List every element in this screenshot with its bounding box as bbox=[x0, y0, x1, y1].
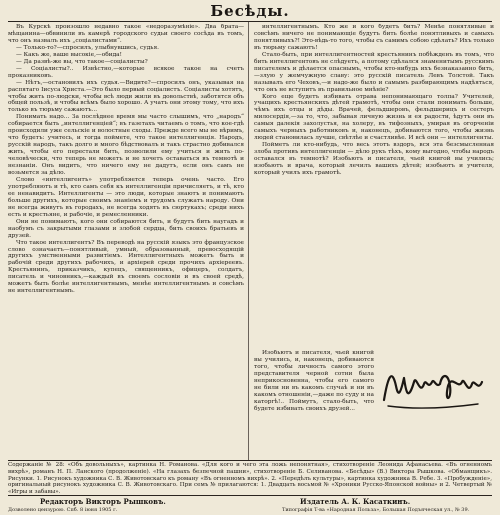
editor-credit: Редакторъ Викторъ Рышковъ. bbox=[40, 497, 166, 506]
paragraph: Они не понимаютъ, кого они собираются бить, и будутъ бить наугадъ и наобумъ съ закрытыми глазами и злобой сердца, бить своихъ братьевъ и друзей. bbox=[8, 218, 244, 239]
paragraph: — Да развѣ-же вы, что такое—соціалисты? bbox=[16, 58, 148, 65]
paragraph: Кого еще будетъ избивать отрава непонимающаго толпа? Учителей, учащихъ крестьянскихъ дѣтей грамотѣ, чтобы они стали понимать больше, чѣмъ ихъ отцы и дѣды. Врачей, фельдшеровъ, фельдшерицъ и сестеръ милосердія,—за то, что, забывая личную жизнь и ея радости, ѣдутъ они въ самыя далекія захолустья, на холеру, въ тифозныхъ, умирая въ огорченіи самыхъ черныхъ работниковъ и, наконецъ, добиваются того, чтобы жизнь людей становилась лучше, свѣтлѣе и счастливѣе. И всѣ они — интеллигенты. bbox=[254, 93, 494, 142]
paragraph: Что такое интеллигентъ? Въ переводѣ на русскій языкъ это французское слово означаетъ—понятливый, умный, образованный, превосходящій другихъ умственными развитіемъ. Интеллигентныхъ можетъ быть и рабочій среди другихъ рабочихъ, и архіерей среди прочихъ архіереевъ. Крестьянинъ, приказчикъ, купецъ, священникъ, офицеръ, солдатъ, писатель и чиновникъ,—каждый въ своемъ сословіи и въ своей средѣ, можетъ быть болѣе интеллигентнымъ, менѣе интеллигентнымъ и совсѣмъ не интеллигентнымъ. bbox=[8, 239, 244, 295]
author-signature bbox=[378, 356, 492, 416]
right-column bbox=[254, 24, 494, 350]
paragraph: — Нѣтъ,—остановилъ ихъ судья.—Видите?—спросилъ онъ, указывая на распятаго Іисуса Христа.—Это было первый соціалистъ. Соціалисты хотятъ, чтобы жить по-людски, чтобы всѣ люди жили въ довольствѣ, заботятся объ общей пользѣ, и чтобы всѣмъ было хорошо. А учатъ они этому тому, что ихъ только въ тюрьму сажаютъ... bbox=[8, 79, 244, 114]
paragraph: Изобьютъ и писателя, чьей книгой вы учились, и, наконецъ, добиваются того, чтобы личность самого этого представителя черной сотни была неприкосновенна, чтобы его самого не били ни въ какомъ случаѣ и ни въ какомъ отношеніи,—даже по суду и на каторгѣ!.. Поймутъ, стало-быть, что будете избивать своихъ друзей... bbox=[254, 350, 374, 412]
left-column bbox=[8, 24, 244, 494]
right-column-ending bbox=[254, 350, 374, 463]
paragraph: — Соціалисты?.. Извѣстно,—которые всякое такое на счетъ проказниковъ. bbox=[8, 65, 244, 79]
printer-note: Типографія Т-ва «Народная Польза», Большая Подъяческая ул., № 39. bbox=[282, 507, 470, 513]
title-rule bbox=[8, 21, 492, 22]
paragraph: — Только-то?—спросилъ, улыбнувшись, судья. bbox=[16, 44, 159, 51]
paragraph: Понимать надо... За послѣднее время мы часто слышимъ, что „народъ“ собирается быть „интеллигенціей“; въ газетахъ читаемъ о томъ, что кое-гдѣ происходили уже сельскіе и волостные сходы. Прежде всего мы не вѣримъ, что будетъ: учитесь, и тогда поймете, что такое интеллигенція. Народъ, русскій народъ, такъ долго и много бѣдствовалъ и такъ страстно добивался жить, чтобы его перестали бить, позволили ему учиться и жить по-человѣчески, что теперь не можетъ и не хочетъ оставаться въ темнотѣ и незнаніи. Онъ видитъ, что ничего ему не дадутъ, если онъ самъ не возьмется за дѣло. bbox=[8, 114, 244, 177]
paragraph: Пойметъ ли кто-нибудь, что весь этотъ вздоръ, вся эта безсмысленная злоба противъ интеллигенціи — дѣло рукъ тѣхъ, кому выгодно, чтобы народъ оставался въ темнотѣ? Изобьютъ и писателя, чьей книгой вы учились; изобьютъ и врача, который лечилъ вашихъ дѣтей; изобьютъ и учителя, который училъ ихъ грамотѣ. bbox=[254, 142, 494, 177]
contents-rule-bottom bbox=[8, 495, 492, 496]
issue-contents bbox=[8, 462, 492, 496]
page-title: Бесѣды. bbox=[210, 2, 290, 20]
publisher-credit: Издатель А. К. Касаткинъ. bbox=[300, 497, 411, 506]
column-divider bbox=[248, 22, 249, 460]
paragraph: — Какъ же, ваше высокіе,—обида! bbox=[16, 51, 122, 58]
paragraph: интеллигентнымъ. Кто же и кого будетъ бить? Менѣе понятливые и совсѣмъ ничего не понимающіе будутъ бить болѣе понятливыхъ и самыхъ понятливыхъ?! Это-вѣдь-то того, чтобы съ самимъ собою сдѣлать? Ихъ только въ тюрьму сажаютъ! bbox=[254, 24, 494, 51]
paragraph: Слово «интеллигентъ» употребляется теперь очень часто. Его употребляютъ и тѣ, кто самъ себя къ интеллигенціи причисляетъ, и тѣ, кто ее ненавидитъ. Интеллигенты — это люди, которые знаютъ и понимаютъ больше другихъ, которые своимъ знаніемъ и трудомъ служатъ народу. Они не всегда живутъ въ городахъ, не всегда ходятъ въ сюртукахъ; среди нихъ есть и крестьяне, и рабочіе, и ремесленники. bbox=[8, 176, 244, 218]
paragraph: Стало-быть, при интеллигентностей крестьянинъ побѣжденъ въ томъ, что бить интеллигентовъ не слѣдуетъ, а потому сдѣлался знаменитымъ русскимъ писателемъ и дѣлается опаснымъ, чтобы кто-нибудь ихъ безнаказанно бить,—злую у жемчужную славу: это русскій писатель Левъ Толстой. Такъ называлъ его Чеховъ,—и надо-же было и самымъ разбирающимъ надѣяться, что онъ не вступитъ въ правильное мнѣніе? bbox=[254, 51, 494, 93]
censor-note: Дозволено цензурою. Спб. 8 іюня 1905 г. bbox=[8, 507, 118, 513]
paragraph: Въ Курскѣ произошло недавно такое «недоразумѣніе». Два брата—мѣщанина—обвинили въ камерѣ городского судьи своего сосѣда въ томъ, что онъ назвалъ ихъ „соціалистами“. bbox=[8, 24, 244, 44]
contents-rule-top bbox=[8, 460, 492, 461]
contents-text: Содержаніе № 28: «Объ довольныхъ», картинка Н. Романова. «Для кого и чего эта ложь непонятная», стихотвореніе Леонида Афанасьева. «Въ огненномъ вихрѣ», романъ Н. П. Ланского (продолженіе). «На глазахъ безпечной пашни», стихотвореніе Б. Селиванова. «Бесѣды» (В.) Виктора Рышкова. «Обманщикъ». Рисунки. 1. Рисунокъ художника С. В. Животовскаго къ роману «Въ огненномъ вихрѣ». 2. «Передѣлъ культуры», картинка художника В. Ребе. 3. «Пробужденіе», оригинальный рисунокъ художника С. В. Животовскаго. При семъ № прилагаются: 1. Двадцать восьмой № «Хроники Русско-Японской войны» и 2. Четвертый № «Игры и забавы». bbox=[8, 462, 492, 496]
